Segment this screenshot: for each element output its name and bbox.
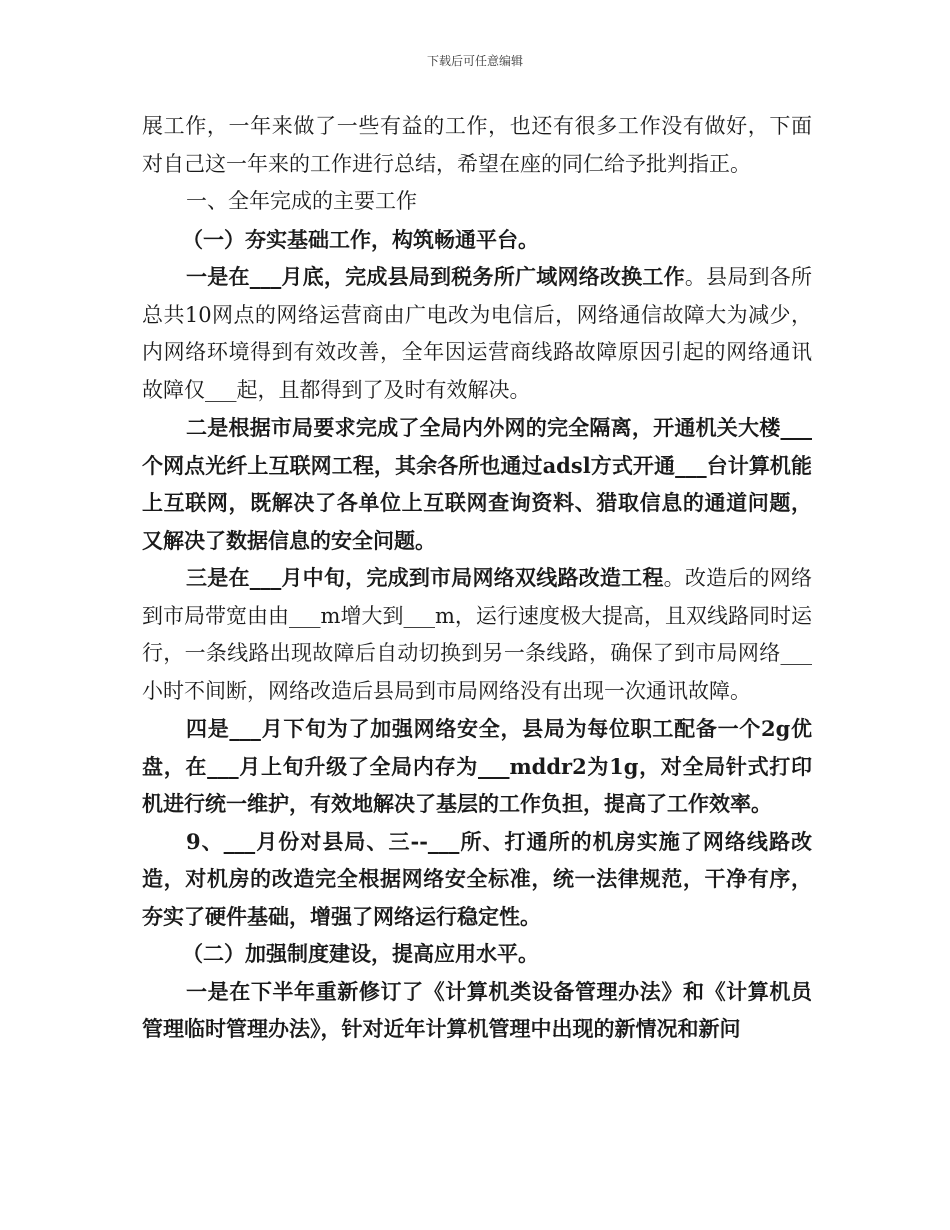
section-heading-1: 一、全年完成的主要工作 [186, 189, 417, 213]
item-1-body: 。县局到各所总共10网点的网络运营商由广电改为电信后，网络通信故障大为减少，内网络环境得到有效改善，全年因运营商线路故障原因引起的网络通讯故障仅___起，且都得到了及时有效解决。 [142, 265, 813, 402]
page-header: 下载后可任意编辑 [426, 54, 523, 68]
paragraph-item-5: 9、___月份对县局、三--___所、打通所的机房实施了网络线路改造，对机房的改造完全根据网络安全标准，统一法律规范，干净有序，夯实了硬件基础，增强了网络运行稳定性。 [142, 828, 812, 929]
paragraph-item-4: 四是___月下旬为了加强网络安全，县局为每位职工配备一个2g优盘，在___月上旬升级了全局内存为___mddr2为1g，对全局针式打印机进行统一维护，有效地解决了基层的工作负担，提高了工作效率。 [142, 716, 812, 816]
paragraph-intro: 展工作，一年来做了一些有益的工作，也还有很多工作没有做好，下面对自己这一年来的工作进行总结，希望在座的同仁给予批判指正。 [142, 114, 812, 176]
item-3-body: 。改造后的网络到市局带宽由由___m增大到___m，运行速度极大提高，且双线路同时运行，一条线路出现故障后自动切换到另一条线路，确保了到市局网络___小时不间断，网络改造后县局到市局网络没有出现一次通讯故障。 [142, 566, 813, 703]
paragraph-item-3 [142, 559, 812, 710]
item-3-lead: 三是在___月中旬，完成到市局网络双线路改造工程 [186, 565, 664, 590]
document-body [142, 108, 812, 1048]
paragraph-item-1 [142, 258, 812, 409]
subsection-heading-1: （一）夯实基础工作，构筑畅通平台。 [182, 226, 539, 252]
paragraph-item-6: 一是在下半年重新修订了《计算机类设备管理办法》和《计算机员管理临时管理办法》，针对近年计算机管理中出现的新情况和新问 [142, 978, 812, 1041]
item-1-lead: 一是在___月底，完成县局到税务所广域网络改换工作 [186, 264, 685, 289]
paragraph-item-2: 二是根据市局要求完成了全局内外网的完全隔离，开通机关大楼___个网点光纤上互联网工程，其余各所也通过adsl方式开通___台计算机能上互联网，既解决了各单位上互联网查询资料、猎取信息的通道问题，又解决了数据信息的安全问题。 [142, 415, 812, 553]
subsection-heading-2: （二）加强制度建设，提高应用水平。 [182, 941, 539, 966]
